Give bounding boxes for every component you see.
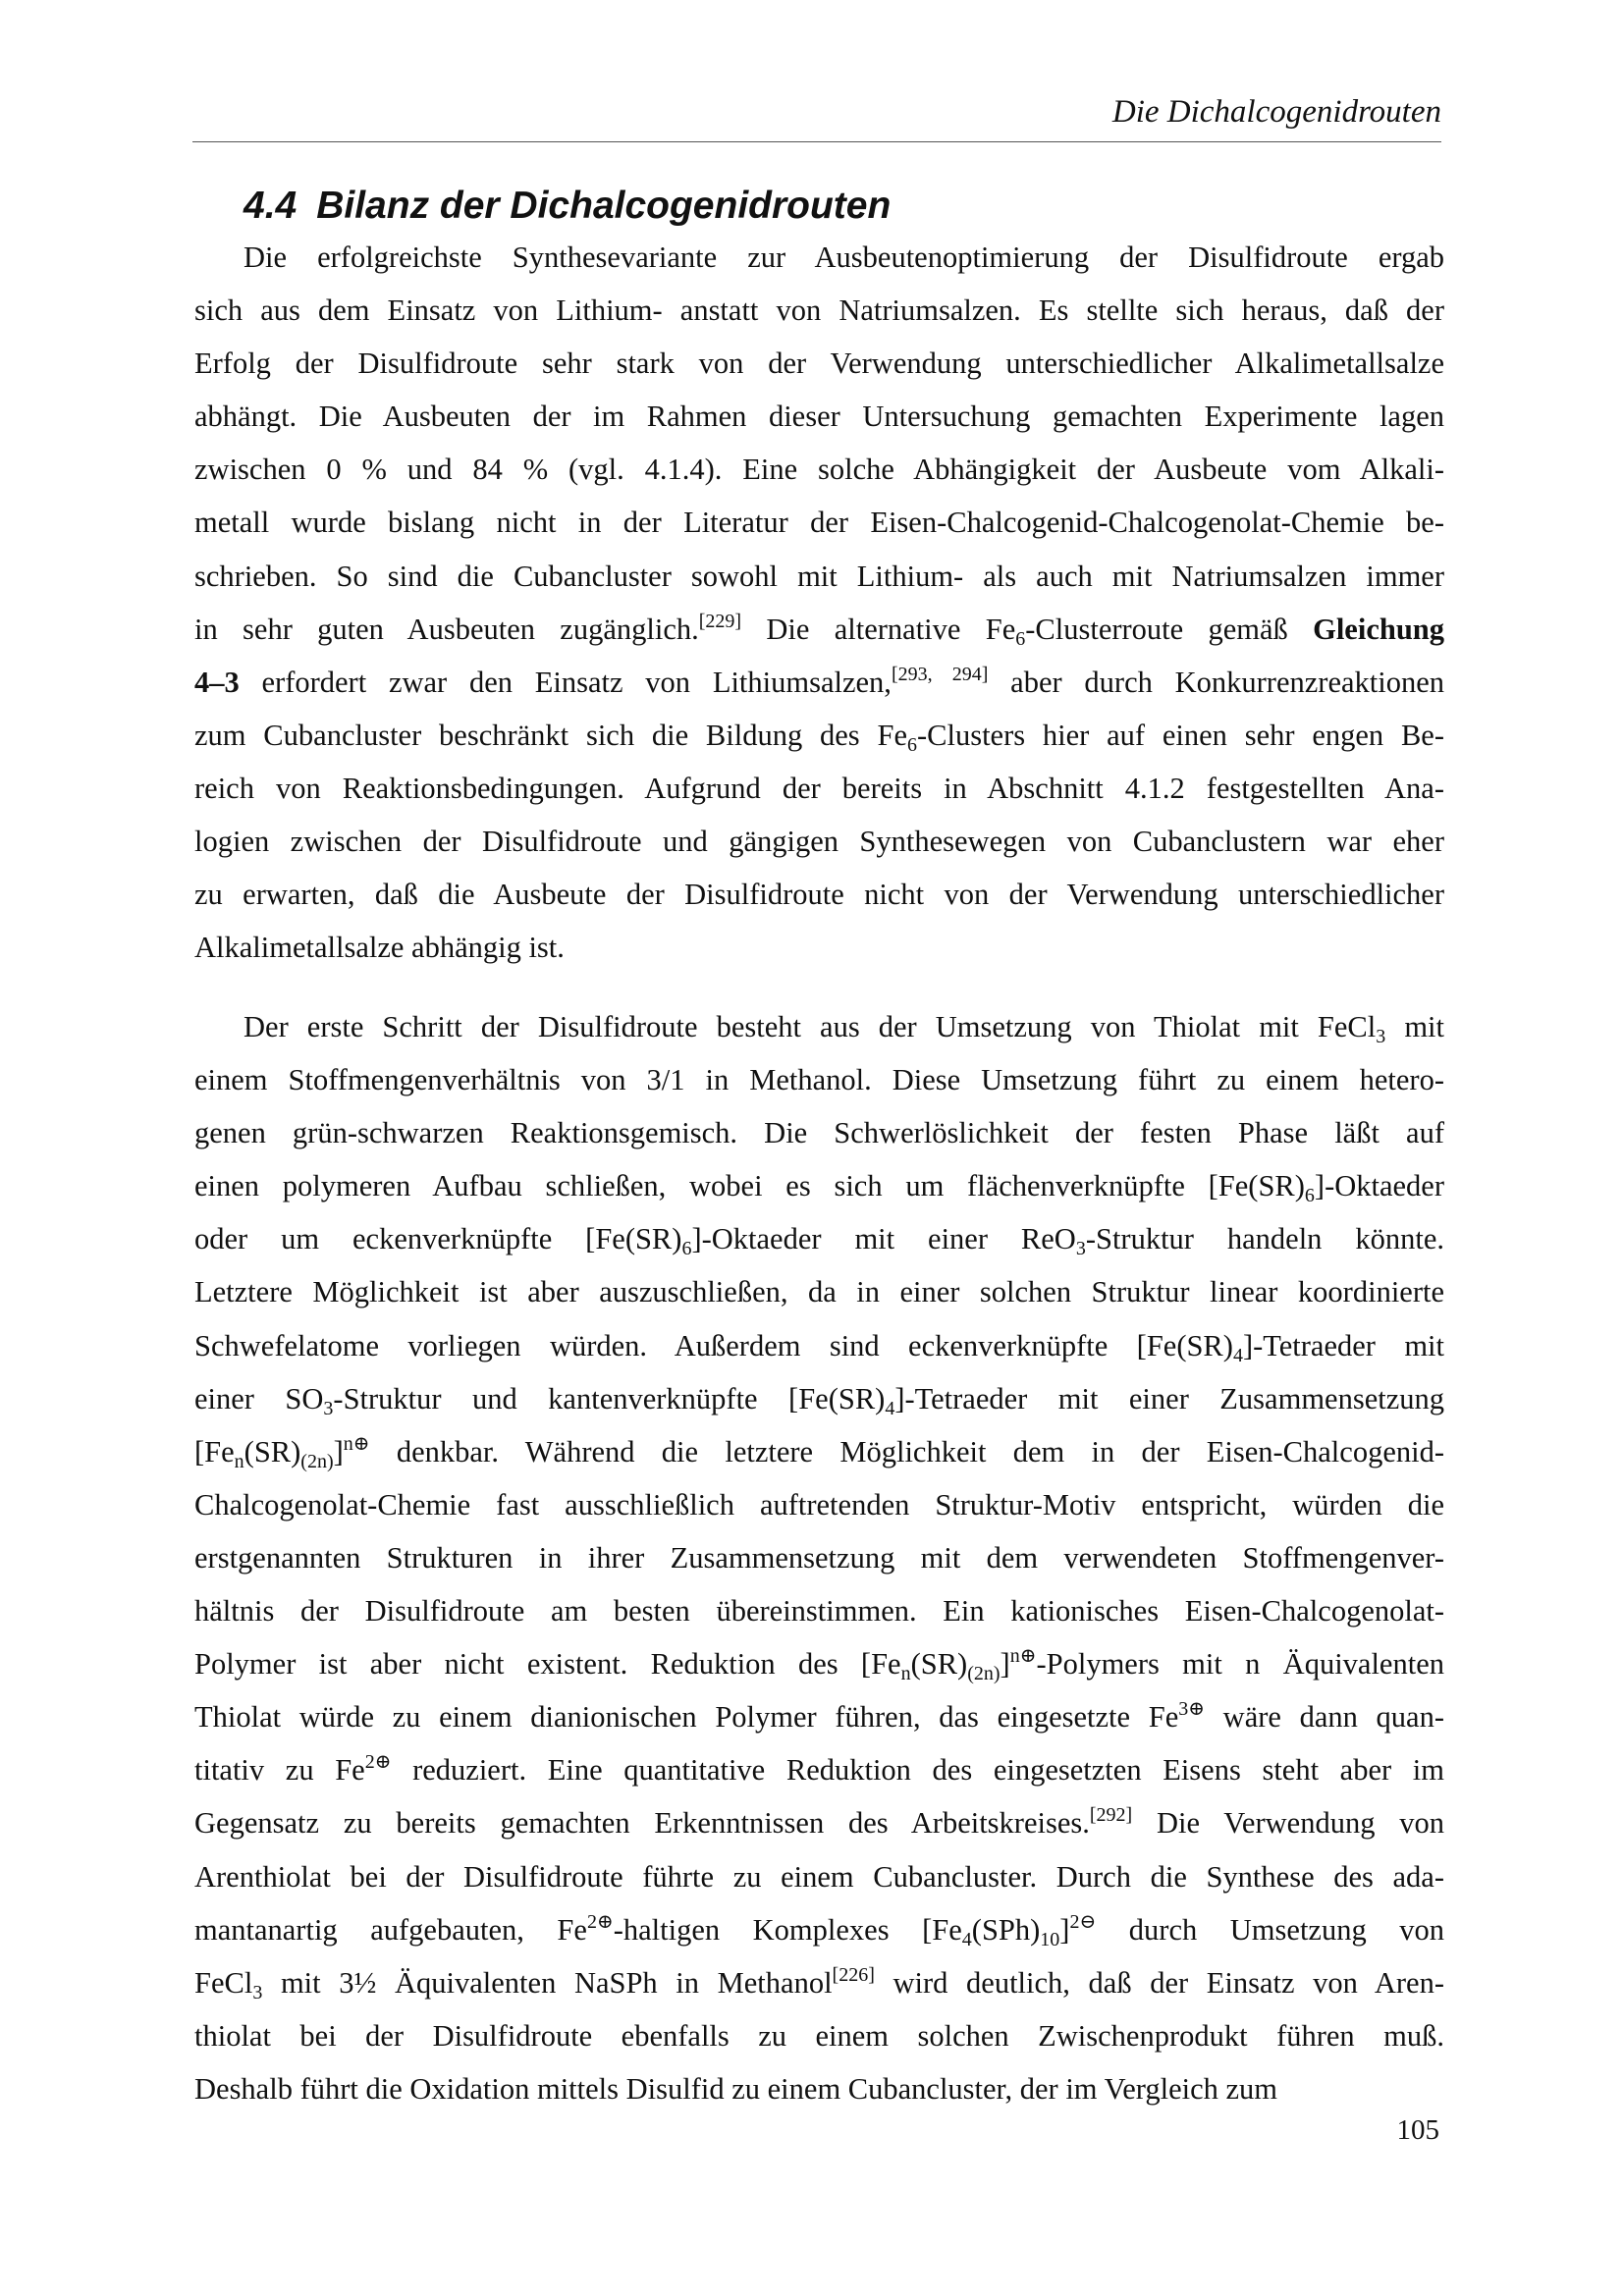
superscript: [229] [698, 610, 742, 632]
text-line: Deshalb führt die Oxidation mittels Disulfid zu einem Cubancluster, der im Vergleich zum [194, 2071, 1278, 2106]
section-heading [243, 183, 891, 230]
text-line: metall wurde bislang nicht in der Literatur der Eisen-Chalcogenid-Chalcogenolat-Chemie be- [194, 506, 1444, 540]
bold-text: 4–3 [194, 665, 240, 699]
subscript: (2n) [300, 1450, 334, 1472]
text-line: FeCl$_3$ mit 3½ Äquivalenten NaSPh in Methanol[226] wird deutlich, daß der Einsatz von Aren- [194, 1963, 1444, 2003]
superscript: [293, 294] [891, 663, 989, 685]
superscript: [292] [1089, 1804, 1133, 1827]
text-line: mantanartig aufgebauten, $Fe^{2\oplus}$-haltigen Komplexes $[Fe_4(SPh)_{10}]^{2⊖}$ durch Umsetzung von [194, 1910, 1445, 1950]
text-line: zwischen 0 % und 84 % (vgl. 4.1.4). Eine solche Abhängigkeit der Ausbeute vom Alkali- [194, 453, 1444, 487]
paragraph-1 [194, 231, 1444, 974]
running-header [192, 90, 1441, 142]
text-line: $[Fe_n(SR)_{(2n)}]^{n\oplus}$ denkbar. Während die letztere Möglichkeit dem in der Eisen-Chalcogenid- [194, 1432, 1444, 1472]
subscript: 4 [961, 1928, 972, 1950]
superscript: 2⊖ [1069, 1910, 1097, 1933]
text-line: 4–3 erfordert zwar den Einsatz von Lithiumsalzen,[293, 294] aber durch Konkurrenzreaktionen [194, 663, 1445, 699]
text-line: genen grün-schwarzen Reaktionsgemisch. Die Schwerlöslichkeit der festen Phase läßt auf [194, 1116, 1444, 1150]
superscript: n⊕ [343, 1432, 370, 1455]
text-line: Alkalimetallsalze abhängig ist. [194, 931, 565, 965]
superscript: 2⊕ [364, 1751, 392, 1774]
subscript: 3 [252, 1981, 263, 2003]
section-title: Bilanz der Dichalcogenidrouten [316, 185, 892, 227]
text-line: titativ zu $Fe^{2\oplus}$ reduziert. Eine quantitative Reduktion des eingesetzten Eisens steht aber im [194, 1751, 1444, 1788]
text-line: Der erste Schritt der Disulfidroute besteht aus der Umsetzung von Thiolat mit FeCl$_3$ mit [243, 1010, 1444, 1047]
page-number: 105 [1396, 2114, 1439, 2146]
text-line: oder um eckenverknüpfte $[Fe(SR)_6]$-Oktaeder mit einer ReO$_3$-Struktur handeln könnte. [194, 1222, 1444, 1260]
superscript: n⊕ [1009, 1645, 1037, 1668]
paragraph-2 [194, 1000, 1444, 2115]
text-line: einem Stoffmengenverhältnis von 3/1 in Methanol. Diese Umsetzung führt zu einem hetero- [194, 1063, 1444, 1097]
text-line: Polymer ist aber nicht existent. Reduktion des $[Fe_n(SR)_{(2n)}]^{n\oplus}$-Polymers mit n Äquivalenten [194, 1645, 1444, 1685]
text-line: Chalcogenolat-Chemie fast ausschließlich auftretenden Struktur-Motiv entspricht, würden die [194, 1487, 1444, 1522]
text-line: reich von Reaktionsbedingungen. Aufgrund der bereits in Abschnitt 4.1.2 festgestellten Ana- [194, 771, 1444, 805]
bold-text: Gleichung [1313, 612, 1444, 646]
superscript: [226] [832, 1963, 875, 1986]
text-line: Thiolat würde zu einem dianionischen Polymer führen, das eingesetzte $Fe^{3\oplus}$ wäre dann quan- [194, 1698, 1444, 1735]
subscript: 6 [1304, 1185, 1315, 1207]
subscript: 4 [1232, 1344, 1243, 1366]
subscript: 10 [1040, 1928, 1060, 1950]
subscript: 3 [1376, 1026, 1386, 1047]
superscript: 3⊕ [1178, 1698, 1205, 1721]
text-line: Letztere Möglichkeit ist aber auszuschließen, da in einer solchen Struktur linear koordinierte [194, 1275, 1444, 1309]
text-line: zu erwarten, daß die Ausbeute der Disulfidroute nicht von der Verwendung unterschiedlicher [194, 878, 1444, 912]
text-line: sich aus dem Einsatz von Lithium- anstatt von Natriumsalzen. Es stellte sich heraus, daß der [194, 294, 1444, 328]
text-line: hältnis der Disulfidroute am besten übereinstimmen. Ein kationisches Eisen-Chalcogenolat- [194, 1594, 1444, 1629]
text-line: thiolat bei der Disulfidroute ebenfalls zu einem solchen Zwischenprodukt führen muß. [194, 2018, 1444, 2053]
running-title: Die Dichalcogenidrouten [1111, 94, 1441, 130]
text-line: abhängt. Die Ausbeuten der im Rahmen dieser Untersuchung gemachten Experimente lagen [194, 400, 1444, 434]
subscript: 4 [885, 1397, 895, 1419]
text-line: zum Cubancluster beschränkt sich die Bildung des $Fe_6$-Clusters hier auf einen sehr engen Be- [194, 718, 1444, 756]
text-line: einen polymeren Aufbau schließen, wobei es sich um flächenverknüpfte $[Fe(SR)_6]$-Oktaeder [194, 1169, 1444, 1207]
text-line: Arenthiolat bei der Disulfidroute führte zu einem Cubancluster. Durch die Synthese des ada- [194, 1859, 1444, 1894]
text-line: einer $SO_3$-Struktur und kantenverknüpfte $[Fe(SR)_4]$-Tetraeder mit einer Zusammensetzung [194, 1381, 1444, 1419]
text-line: Die erfolgreichste Synthesevariante zur Ausbeutenoptimierung der Disulfidroute ergab [243, 240, 1444, 274]
subscript: n [900, 1663, 911, 1685]
text-line: Schwefelatome vorliegen würden. Außerdem sind eckenverknüpfte $[Fe(SR)_4]$-Tetraeder mit [194, 1328, 1444, 1366]
text-line: schrieben. So sind die Cubancluster sowohl mit Lithium- als auch mit Natriumsalzen immer [194, 559, 1444, 593]
subscript: n [234, 1450, 244, 1472]
subscript: 3 [1075, 1238, 1086, 1260]
superscript: 2⊕ [586, 1910, 614, 1933]
text-line: logien zwischen der Disulfidroute und gängigen Synthesewegen von Cubanclustern war eher [194, 825, 1444, 859]
text-line: Gegensatz zu bereits gemachten Erkenntnissen des Arbeitskreises.[292] Die Verwendung von [194, 1804, 1444, 1841]
text-line: Erfolg der Disulfidroute sehr stark von der Verwendung unterschiedlicher Alkalimetallsalze [194, 347, 1444, 381]
subscript: 6 [906, 733, 917, 756]
text-line: in sehr guten Ausbeuten zugänglich.[229] Die alternative $Fe_6$-Clusterroute gemäß Gleichung [194, 610, 1444, 650]
subscript: 6 [681, 1238, 692, 1260]
text-line: erstgenannten Strukturen in ihrer Zusammensetzung mit dem verwendeten Stoffmengenver- [194, 1540, 1444, 1575]
section-number: 4.4 [243, 185, 298, 227]
subscript: (2n) [967, 1663, 1001, 1685]
subscript: 6 [1015, 627, 1026, 650]
subscript: 3 [323, 1397, 334, 1419]
